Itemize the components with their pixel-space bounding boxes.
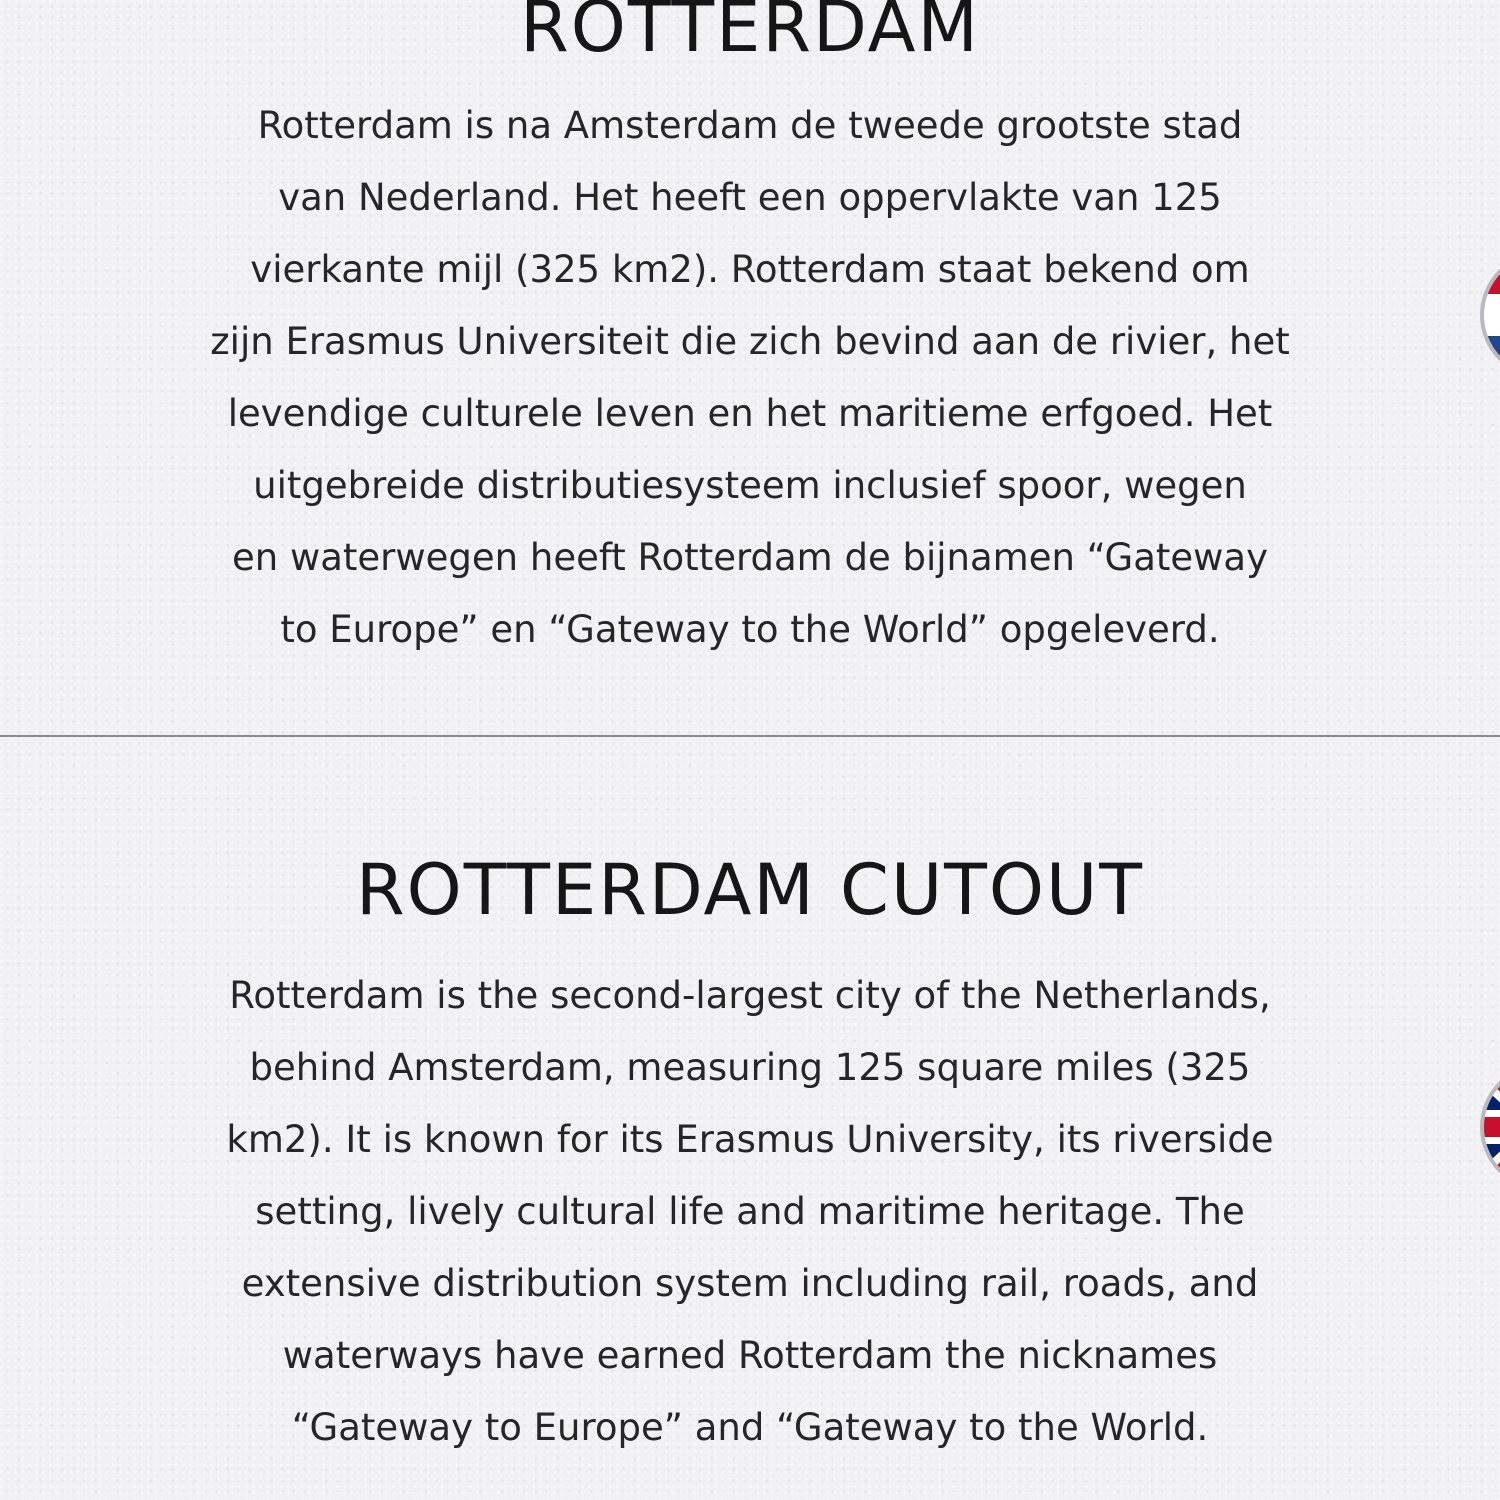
english-line: km2). It is known for its Erasmus University, its riverside xyxy=(226,1118,1274,1161)
dutch-line: vierkante mijl (325 km2). Rotterdam staat bekend om xyxy=(250,248,1250,291)
english-line: setting, lively cultural life and maritime heritage. The xyxy=(255,1190,1245,1233)
dutch-line: uitgebreide distributiesysteem inclusief spoor, wegen xyxy=(253,464,1247,507)
english-line: waterways have earned Rotterdam the nicknames xyxy=(282,1334,1218,1377)
netherlands-flag-icon[interactable] xyxy=(1474,250,1500,380)
english-line: Rotterdam is the second-largest city of the Netherlands, xyxy=(229,974,1271,1017)
english-line: behind Amsterdam, measuring 125 square miles (325 xyxy=(249,1046,1251,1089)
dutch-line: van Nederland. Het heeft een oppervlakte van 125 xyxy=(278,176,1222,219)
dutch-title: ROTTERDAM xyxy=(520,0,980,68)
english-line: extensive distribution system including rail, roads, and xyxy=(241,1262,1259,1305)
english-description xyxy=(0,960,1500,1464)
dutch-line: to Europe” en “Gateway to the World” opgeleverd. xyxy=(280,608,1220,651)
dutch-line: zijn Erasmus Universiteit die zich bevind aan de rivier, het xyxy=(210,320,1290,363)
dutch-line: en waterwegen heeft Rotterdam de bijnamen “Gateway xyxy=(232,536,1268,579)
dutch-line: Rotterdam is na Amsterdam de tweede grootste stad xyxy=(257,104,1243,147)
dutch-description xyxy=(0,90,1500,666)
dutch-line: levendige culturele leven en het maritieme erfgoed. Het xyxy=(227,392,1273,435)
english-line: “Gateway to Europe” and “Gateway to the World. xyxy=(291,1406,1209,1449)
english-title: ROTTERDAM CUTOUT xyxy=(355,849,1145,931)
uk-flag-icon[interactable] xyxy=(1474,1062,1500,1192)
section-divider xyxy=(0,735,1500,737)
